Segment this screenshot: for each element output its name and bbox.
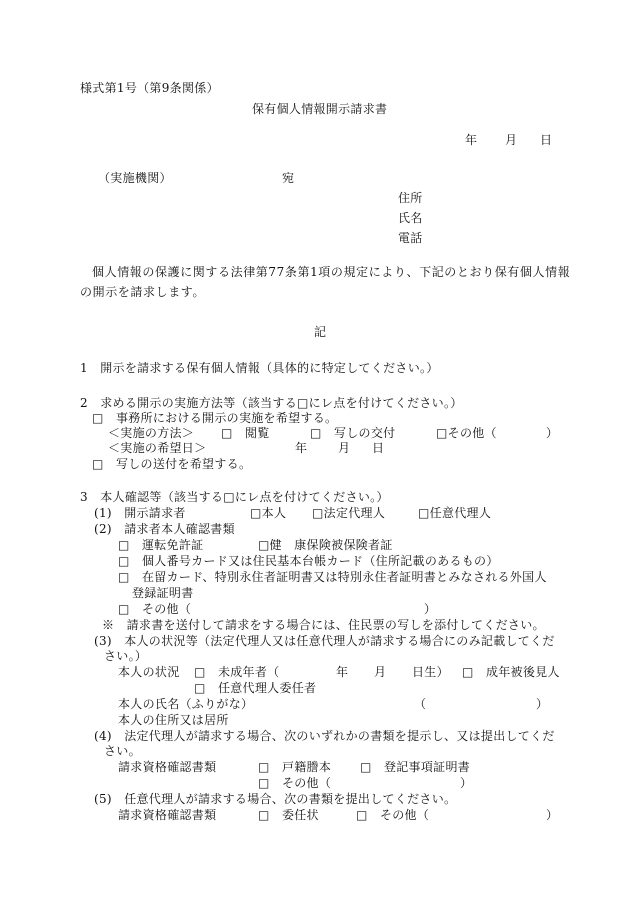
requester-self-option[interactable]: □本人 <box>250 506 287 520</box>
minor-option[interactable]: □ 未成年者（ <box>194 665 280 679</box>
phone-label: 電話 <box>398 231 423 245</box>
residence-card-cont: 登録証明書 <box>132 586 194 600</box>
recipient-label: （実施機関） <box>98 171 172 185</box>
birth-year-label: 年 <box>336 665 349 679</box>
voluntary-agent-docs-label: 請求資格確認書類 <box>118 808 217 822</box>
person-name-close: ） <box>536 697 549 711</box>
method-copy-option[interactable]: □ 写しの交付 <box>310 426 396 440</box>
registry-certificate-option[interactable]: □ 登記事項証明書 <box>360 760 471 774</box>
residence-card-option[interactable]: □ 在留カード、特別永住者証明書又は特別永住者証明書とみなされる外国人 <box>118 570 547 584</box>
legal-agent-docs-heading-cont: さい。 <box>104 744 141 758</box>
mail-request-note: ※ 請求書を送付して請求をする場合には、住民票の写しを添付してください。 <box>102 618 545 632</box>
power-of-attorney-option[interactable]: □ 委任状 <box>258 808 319 822</box>
person-name-label: 本人の氏名（ふりがな） <box>118 697 254 711</box>
preferred-date-year: 年 <box>295 441 308 455</box>
date-day-label: 日 <box>540 133 553 147</box>
person-status-heading: (3) 本人の状況等（法定代理人又は任意代理人が請求する場合にのみ記載してくだ <box>94 634 555 648</box>
form-number: 様式第1号（第9条関係） <box>80 81 219 95</box>
preferred-date-month: 月 <box>338 441 351 455</box>
ki-label: 記 <box>314 325 327 339</box>
family-register-option[interactable]: □ 戸籍謄本 <box>258 760 332 774</box>
voluntary-agent-docs-heading: (5) 任意代理人が請求する場合、次の書類を提出してください。 <box>94 792 457 806</box>
voluntary-principal-option[interactable]: □ 任意代理人委任者 <box>194 681 317 695</box>
health-insurance-option[interactable]: □健 康保険被保険者証 <box>258 538 393 552</box>
office-inspection-option[interactable]: □ 事務所における開示の実施を希望する。 <box>92 411 338 425</box>
requester-type-label: (1) 開示請求者 <box>94 506 186 520</box>
method-other-close: ） <box>546 426 559 440</box>
address-label: 住所 <box>398 191 423 205</box>
section-2-heading: 2 求める開示の実施方法等（該当する□にレ点を付けてください。） <box>80 396 463 410</box>
my-number-card-option[interactable]: □ 個人番号カード又は住民基本台帳カード（住所記載のあるもの） <box>118 554 499 568</box>
legal-agent-docs-label: 請求資格確認書類 <box>118 760 217 774</box>
name-label: 氏名 <box>398 211 423 225</box>
requester-legal-agent-option[interactable]: □法定代理人 <box>312 506 386 520</box>
drivers-license-option[interactable]: □ 運転免許証 <box>118 538 204 552</box>
mail-copy-option[interactable]: □ 写しの送付を希望する。 <box>92 457 252 471</box>
date-year-label: 年 <box>465 133 478 147</box>
method-view-option[interactable]: □ 閲覧 <box>221 426 270 440</box>
requester-voluntary-agent-option[interactable]: □任意代理人 <box>418 506 492 520</box>
section-3-heading: 3 本人確認等（該当する□にレ点を付けてください。） <box>80 490 389 504</box>
date-month-label: 月 <box>505 133 518 147</box>
preferred-date-label: ＜実施の希望日＞ <box>108 441 207 455</box>
voluntary-agent-other-option[interactable]: □ その他（ <box>356 808 430 822</box>
id-documents-label: (2) 請求者本人確認書類 <box>94 522 235 536</box>
birth-day-label: 日生） <box>412 665 449 679</box>
voluntary-agent-other-close: ） <box>546 808 559 822</box>
person-status-label: 本人の状況 <box>118 665 180 679</box>
method-label: ＜実施の方法＞ <box>108 426 195 440</box>
legal-agent-docs-heading: (4) 法定代理人が請求する場合、次のいずれかの書類を提示し、又は提出してくだ <box>94 729 555 743</box>
adult-ward-option[interactable]: □ 成年被後見人 <box>462 665 560 679</box>
section-1-heading: 1 開示を請求する保有個人情報（具体的に特定してください。） <box>80 361 439 375</box>
legal-agent-other-option[interactable]: □ その他（ <box>258 776 332 790</box>
preferred-date-day: 日 <box>372 441 385 455</box>
id-other-option[interactable]: □ その他（ <box>118 602 192 616</box>
intro-line-1: 個人情報の保護に関する法律第77条第1項の規定により、下記のとおり保有個人情報 <box>92 265 571 279</box>
intro-line-2: の開示を請求します。 <box>80 285 206 299</box>
page-title: 保有個人情報開示請求書 <box>252 102 388 116</box>
id-other-close: ） <box>424 602 437 616</box>
legal-agent-other-close: ） <box>460 776 473 790</box>
person-status-heading-cont: さい。） <box>104 649 148 663</box>
birth-month-label: 月 <box>374 665 387 679</box>
person-address-label: 本人の住所又は居所 <box>118 713 229 727</box>
recipient-suffix: 宛 <box>282 171 295 185</box>
person-name-open: （ <box>414 697 427 711</box>
method-other-option[interactable]: □その他（ <box>436 426 497 440</box>
